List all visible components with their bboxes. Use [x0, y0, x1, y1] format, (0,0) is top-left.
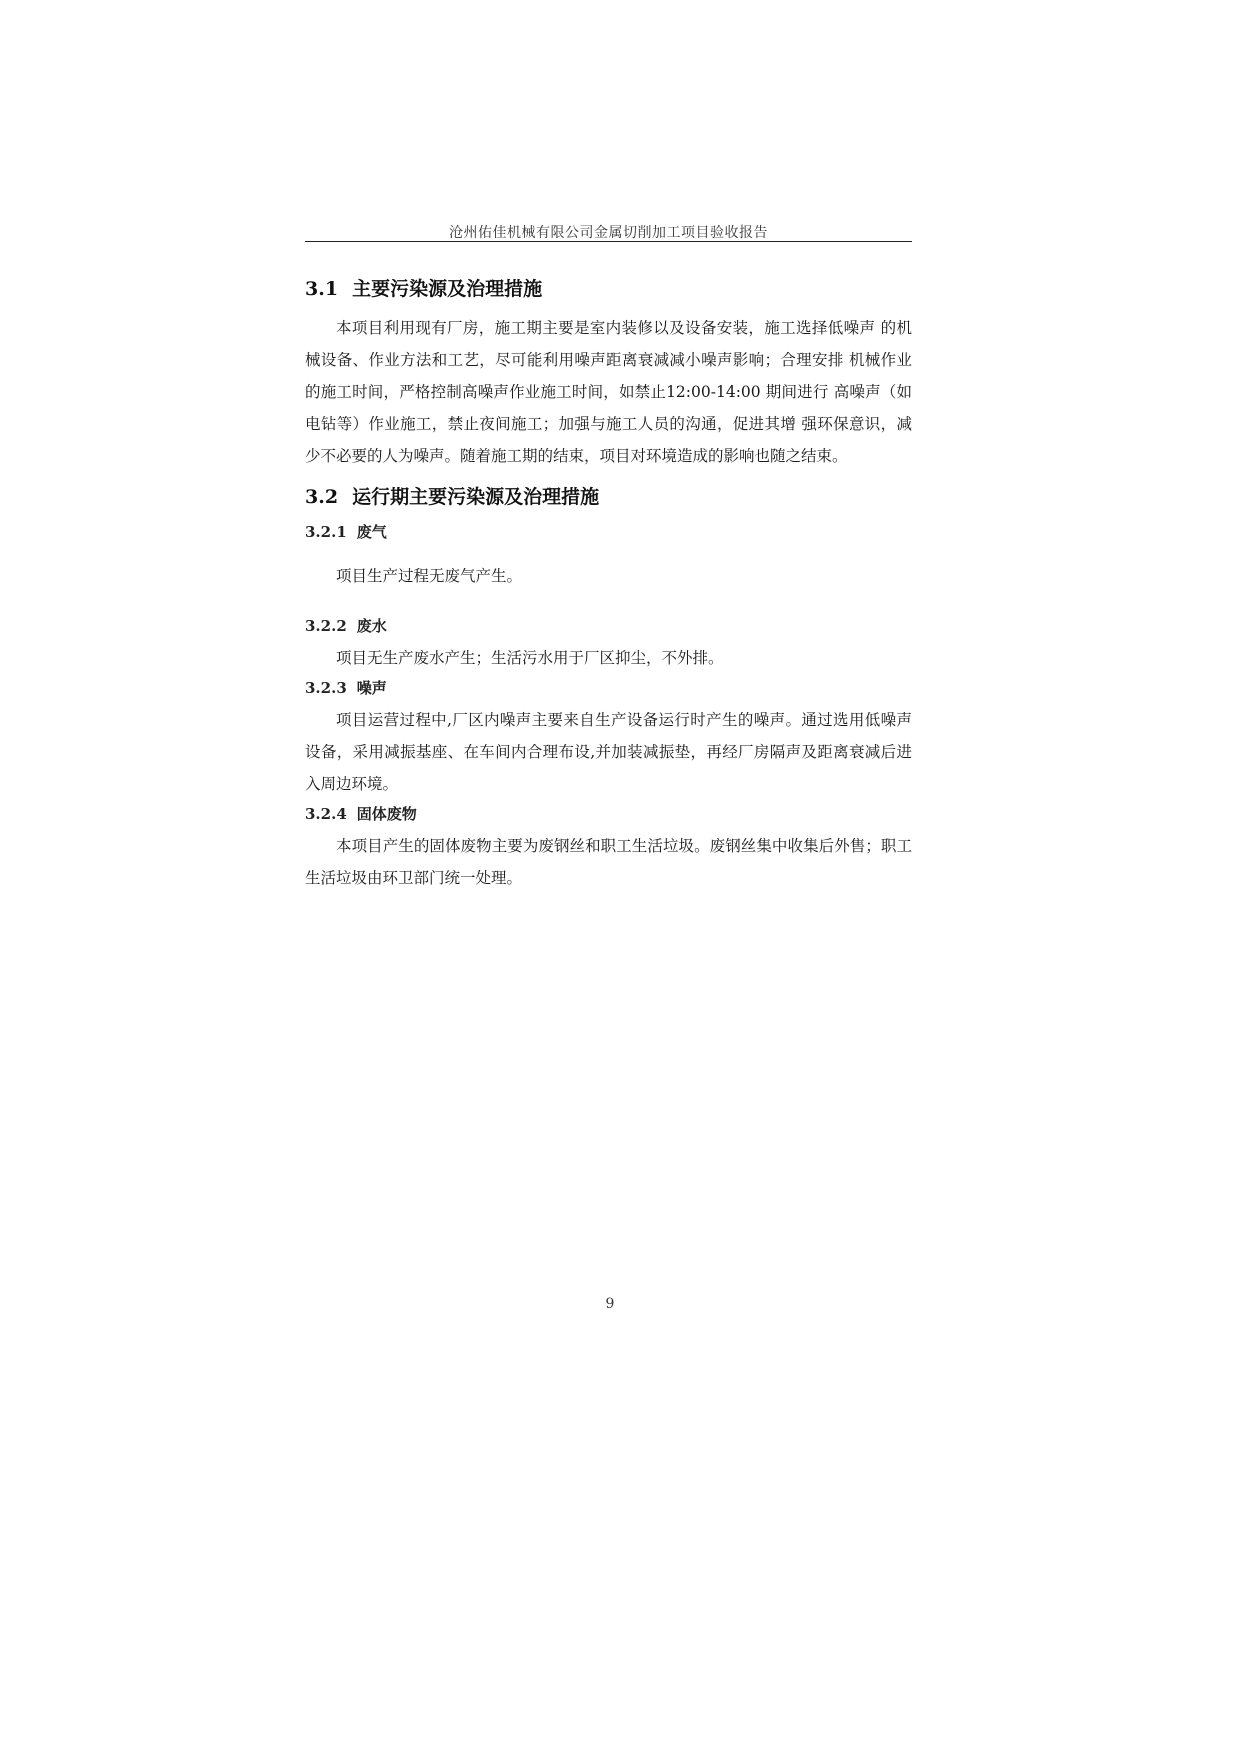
subsection-number: 3.2.4 — [305, 805, 347, 823]
page-content — [305, 274, 912, 894]
subsection-number: 3.2.3 — [305, 679, 347, 697]
subsection-number: 3.2.1 — [305, 523, 347, 541]
header-rule — [305, 241, 912, 242]
section-title: 主要污染源及治理措施 — [352, 278, 543, 300]
section-number: 3.1 — [305, 278, 339, 300]
section-title: 运行期主要污染源及治理措施 — [352, 486, 600, 508]
subsection-3-2-1-paragraph: 项目生产过程无废气产生。 — [336, 567, 523, 585]
subsection-3-2-2-heading — [305, 614, 912, 638]
subsection-3-2-1-heading — [305, 520, 912, 544]
subsection-3-2-2-paragraph: 项目无生产废水产生；生活污水用于厂区抑尘，不外排。 — [336, 649, 724, 667]
section-number: 3.2 — [305, 486, 339, 508]
subsection-3-2-4-paragraph: 本项目产生的固体废物主要为废钢丝和职工生活垃圾。废钢丝集中收集后外售；职工生活垃圾由环卫部门统一处理。 — [305, 837, 912, 887]
section-3-1-heading — [305, 274, 912, 304]
subsection-title: 噪声 — [356, 679, 387, 697]
page-number: 9 — [605, 1296, 615, 1312]
running-header: 沧州佑佳机械有限公司金属切削加工项目验收报告 — [449, 225, 768, 241]
section-3-2-heading — [305, 482, 912, 512]
subsection-title: 废气 — [356, 523, 387, 541]
subsection-title: 废水 — [356, 617, 387, 635]
subsection-number: 3.2.2 — [305, 617, 347, 635]
subsection-3-2-3-heading — [305, 676, 912, 700]
section-3-1-paragraph: 本项目利用现有厂房，施工期主要是室内装修以及设备安装，施工选择低噪声 的机械设备、作业方法和工艺，尽可能利用噪声距离衰减减小噪声影响；合理安排 机械作业的施工时间，严格控制高噪声作业施工时间，如禁止12:00-14:00 期间进行 高噪声（如电钻等）作业施工，禁止夜间施工；加强与施工人员的沟通，促进其增 强环保意识，减少不必要的人为噪声。随着施工期的结束，项目对环境造成的影响也随之结束。 — [305, 319, 912, 465]
subsection-3-2-3-paragraph: 项目运营过程中,厂区内噪声主要来自生产设备运行时产生的噪声。通过选用低噪声设备，采用减振基座、在车间内合理布设,并加装减振垫，再经厂房隔声及距离衰减后进入周边环境。 — [305, 711, 912, 793]
subsection-title: 固体废物 — [356, 805, 417, 823]
subsection-3-2-4-heading — [305, 802, 912, 826]
